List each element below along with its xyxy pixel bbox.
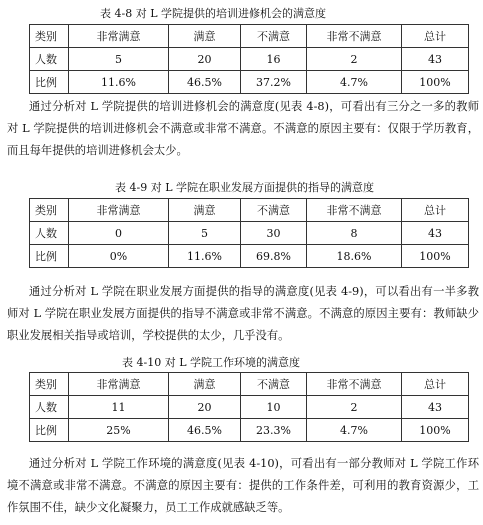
header-cell: 非常不满意 — [307, 25, 402, 48]
header-cell: 满意 — [169, 25, 241, 48]
table-cell: 5 — [69, 48, 169, 71]
table-cell: 25% — [69, 419, 169, 442]
table-cell: 4.7% — [307, 419, 402, 442]
header-cell: 非常满意 — [69, 373, 169, 396]
table-header-row — [30, 373, 469, 396]
header-cell: 非常满意 — [69, 25, 169, 48]
table-cell: 2 — [307, 396, 402, 419]
header-cell: 非常满意 — [69, 199, 169, 222]
table-cell: 18.6% — [307, 245, 402, 268]
table-cell: 100% — [402, 419, 469, 442]
header-cell: 满意 — [169, 199, 241, 222]
header-cell: 不满意 — [241, 373, 307, 396]
table-cell: 人数 — [30, 222, 69, 245]
table-cell: 23.3% — [241, 419, 307, 442]
table-row — [30, 222, 469, 245]
table-cell: 人数 — [30, 396, 69, 419]
header-cell: 总计 — [402, 199, 469, 222]
table-cell: 0% — [69, 245, 169, 268]
table-cell: 20 — [169, 48, 241, 71]
header-cell: 总计 — [402, 25, 469, 48]
table-row — [30, 396, 469, 419]
header-cell: 类别 — [30, 373, 69, 396]
table-cell: 10 — [241, 396, 307, 419]
table-caption: 表 4-10 对 L 学院工作环境的满意度 — [122, 356, 301, 369]
table-cell: 43 — [402, 396, 469, 419]
table-row — [30, 48, 469, 71]
table-caption: 表 4-9 对 L 学院在职业发展方面提供的指导的满意度 — [115, 181, 375, 194]
header-cell: 满意 — [169, 373, 241, 396]
satisfaction-table-career-guidance — [29, 198, 469, 268]
table-cell: 11.6% — [69, 71, 169, 94]
table-header-row — [30, 25, 469, 48]
table-cell: 43 — [402, 48, 469, 71]
table-cell: 4.7% — [307, 71, 402, 94]
header-cell: 不满意 — [241, 199, 307, 222]
table-cell: 8 — [307, 222, 402, 245]
header-cell: 类别 — [30, 25, 69, 48]
satisfaction-table-training — [29, 24, 469, 94]
table-cell: 20 — [169, 396, 241, 419]
table-cell: 100% — [402, 245, 469, 268]
table-caption: 表 4-8 对 L 学院提供的培训进修机会的满意度 — [100, 7, 327, 20]
table-cell: 46.5% — [169, 419, 241, 442]
table-cell: 30 — [241, 222, 307, 245]
table-row — [30, 71, 469, 94]
analysis-paragraph: 通过分析对 L 学院工作环境的满意度(见表 4-10)，可看出有一部分教师对 L 学院工作环境不满意或非常不满意。不满意的原因主要有：提供的工作条件差，可利用的教育资源少，工作氛围不佳，缺少文化凝聚力，员工工作成就感缺乏等。 — [7, 457, 479, 514]
table-row — [30, 245, 469, 268]
table-cell: 5 — [169, 222, 241, 245]
table-cell: 46.5% — [169, 71, 241, 94]
table-cell: 11.6% — [169, 245, 241, 268]
header-cell: 非常不满意 — [307, 199, 402, 222]
table-cell: 43 — [402, 222, 469, 245]
table-cell: 16 — [241, 48, 307, 71]
header-cell: 非常不满意 — [307, 373, 402, 396]
table-cell: 比例 — [30, 245, 69, 268]
table-cell: 69.8% — [241, 245, 307, 268]
header-cell: 总计 — [402, 373, 469, 396]
table-cell: 37.2% — [241, 71, 307, 94]
table-cell: 0 — [69, 222, 169, 245]
table-cell: 人数 — [30, 48, 69, 71]
header-cell: 不满意 — [241, 25, 307, 48]
table-cell: 2 — [307, 48, 402, 71]
table-cell: 比例 — [30, 71, 69, 94]
table-row — [30, 419, 469, 442]
table-header-row — [30, 199, 469, 222]
satisfaction-table-work-environment — [29, 372, 469, 442]
table-cell: 100% — [402, 71, 469, 94]
analysis-paragraph: 通过分析对 L 学院提供的培训进修机会的满意度(见表 4-8)，可看出有三分之一多的教师对 L 学院提供的培训进修机会不满意或非常不满意。不满意的原因主要有：仅限于学历教育，而且每年提供的培训进修机会太少。 — [7, 100, 479, 157]
table-cell: 比例 — [30, 419, 69, 442]
analysis-paragraph: 通过分析对 L 学院在职业发展方面提供的指导的满意度(见表 4-9)，可以看出有一半多教师对 L 学院在职业发展方面提供的指导不满意或非常不满意。不满意的原因主要有：教师缺少职业发展相关指导或培训，学校提供的太少，几乎没有。 — [7, 285, 479, 342]
table-cell: 11 — [69, 396, 169, 419]
header-cell: 类别 — [30, 199, 69, 222]
